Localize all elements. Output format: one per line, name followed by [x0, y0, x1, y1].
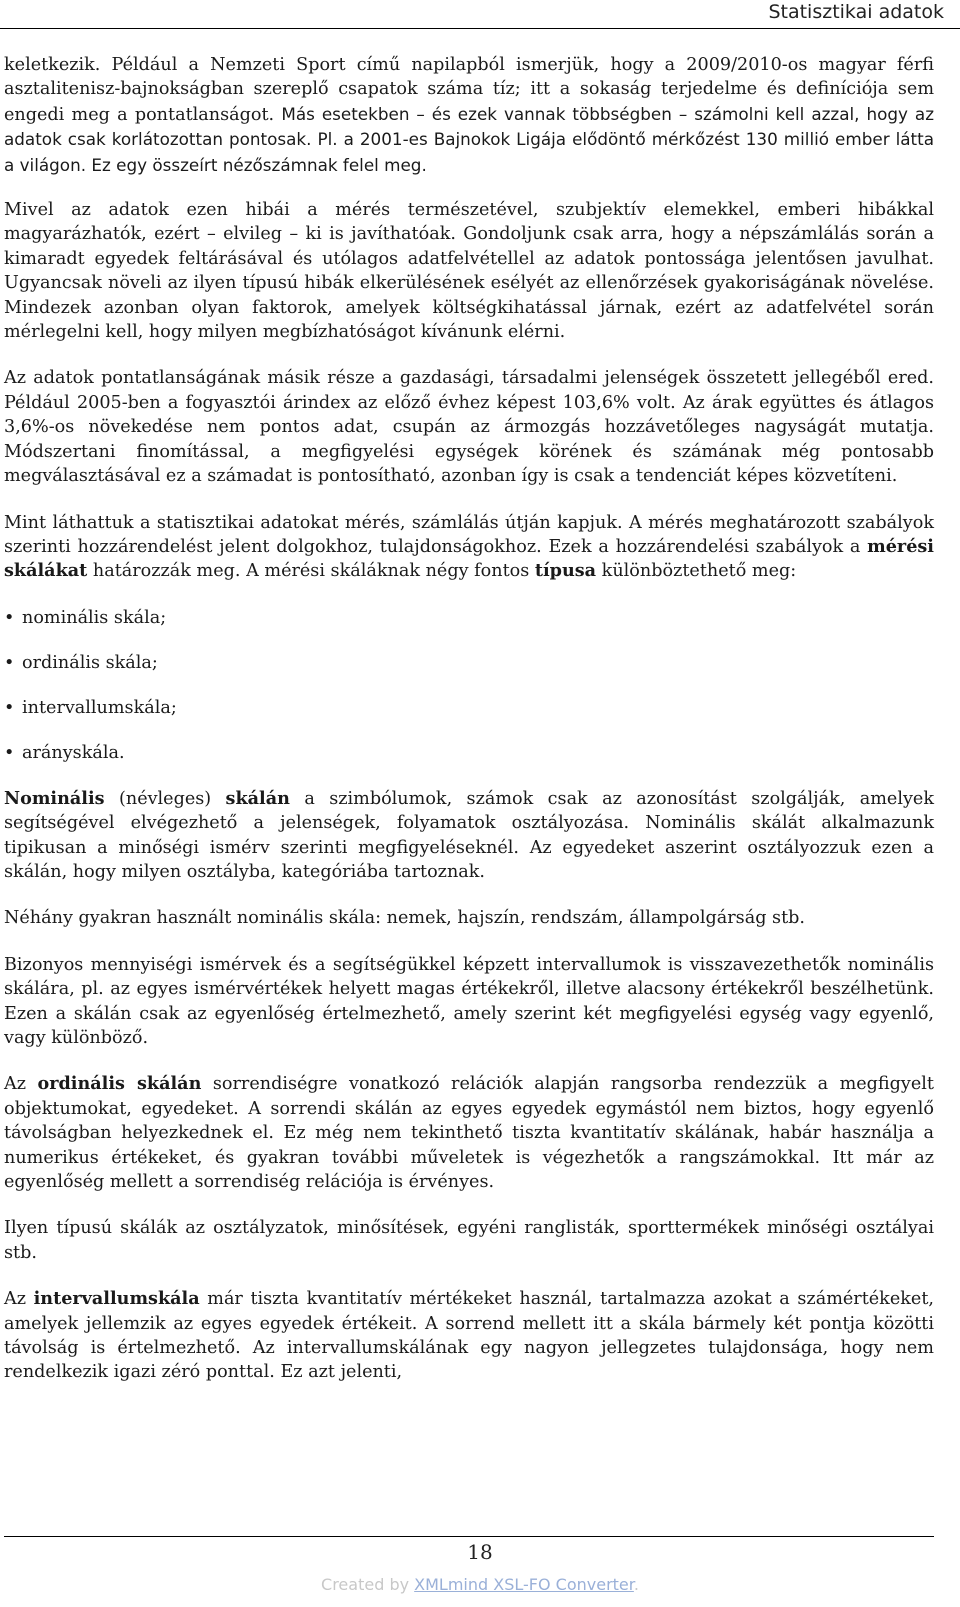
scale-type-list	[4, 606, 934, 765]
list-item: • ordinális skála;	[4, 651, 934, 675]
list-item: • intervallumskála;	[4, 696, 934, 720]
p4-text-e: különböztethető meg:	[596, 561, 797, 582]
page-number: 18	[467, 1540, 493, 1564]
term-nominalis: Nominális	[4, 787, 105, 809]
paragraph-1-text: keletkezik. Például a Nemzeti Sport című napilapból ismerjük, hogy a 2009/2010-os magyar férfi asztalitenisz-bajnokságban szereplő csapatok száma tíz; itt a sokaság terjedelme és definíciója sem engedi meg a pontatlanságot.	[4, 55, 934, 125]
paragraph-1	[4, 53, 934, 178]
paragraph-1-sans-text: Más esetekben – és ezek vannak többségben – számolni kell azzal, hogy az adatok csak korlátozottan pontosak. Pl. a 2001-es Bajnokok Ligája elődöntő mérkőzést 130 millió ember látta a világon. Ez egy összeírt nézőszámnak felel meg.	[4, 103, 935, 175]
paragraph-5	[4, 787, 934, 885]
term-tipusa: típusa	[534, 560, 597, 582]
paragraph-9: Ilyen típusú skálák az osztályzatok, minősítések, egyéni ranglisták, sporttermékek minőségi osztályai stb.	[4, 1218, 934, 1263]
converter-credit	[0, 1575, 960, 1594]
list-item: • arányskála.	[4, 741, 934, 765]
paragraph-7: Bizonyos mennyiségi ismérvek és a segítségükkel képzett intervallumok is visszavezethetők nominális skálára, pl. az egyes ismérvértékek helyett magas értékekről, illetve alacsony értékekről beszélhetünk. Ezen a skálán csak az egyenlőség értelmezhető, amely szerint két megfigyelési egység vagy egyenlő, vagy különböző.	[4, 954, 934, 1048]
p4-text-a: Mint láthattuk a statisztikai adatokat mérés, számlálás útján kapjuk. A mérés meghatározott szabályok szerinti hozzárendelést jelent dolgokhoz, tulajdonságokhoz. Ezek a hozzárendelési szabályok a	[4, 512, 934, 557]
converter-credit-link[interactable]: XMLmind XSL-FO Converter	[414, 1575, 634, 1594]
page-content	[4, 53, 934, 1407]
credit-suffix: .	[633, 1575, 639, 1594]
p10-text-c: már tiszta kvantitatív mértékeket használ, tartalmazza azokat a számértékeket, amelyek jellemzik az egyes egyedek értékeit. A sorrend mellett itt a skála bármely két pontja közötti távolság is értelmezhető. Az intervallumskálának egy nagyon jellegzetes tulajdonsága, hogy nem rendelkezik igazi zéró ponttal. Ez azt jelenti,	[4, 1289, 934, 1383]
list-item: • nominális skála;	[4, 606, 934, 630]
p8-text-a: Az	[4, 1074, 38, 1095]
footer-divider	[4, 1536, 934, 1537]
term-ordinalis-skalan: ordinális skálán	[37, 1073, 202, 1095]
paragraph-2: Mivel az adatok ezen hibái a mérés természetével, szubjektív elemekkel, emberi hibákkal magyarázhatók, ezért – elvileg – ki is javíthatóak. Gondoljunk csak arra, hogy a népszámlálás során a kimaradt egyedek feltárásával és utólagos adatfelvétellel az adatok pontossága jelentősen javulhat. Ugyancsak növeli az ilyen típusú hibák elkerülésének esélyét az ellenőrzések gyakoriságának növelése. Mindezek azonban olyan faktorok, amelyek költségkihatással járnak, ezért az adatfelvétel során mérlegelni kell, hogy milyen megbízhatóságot kívánunk elérni.	[4, 200, 934, 343]
p5-text-d: a szimbólumok, számok csak az azonosítást szolgálják, amelyek segítségével elvégezhető a jelenségek, folyamatok osztályozása. Nominális skálát alkalmazunk tipikusan a minőségi ismérv szerinti megfigyeléseknél. Az egyedeket aszerint osztályozzuk ezen a skálán, hogy milyen osztályba, kategóriába tartoznak.	[4, 788, 934, 882]
p10-text-a: Az	[4, 1289, 34, 1310]
p4-text-c: határozzák meg. A mérési skáláknak négy fontos	[87, 561, 535, 582]
paragraph-3: Az adatok pontatlanságának másik része a gazdasági, társadalmi jelenségek összetett jellegéből ered. Például 2005-ben a fogyasztói árindex az előző évhez képest 103,6% volt. Az árak együttes és átlagos 3,6%-os növekedése nem pontos adat, csupán az ármozgás hozzávetőleges nagyságát mutatja. Módszertani finomítással, a megfigyelési egységek körének és számának még pontosabb megválasztásával ez a számadat is pontosítható, azonban így is csak a tendenciát képes közvetíteni.	[4, 368, 934, 487]
term-meresi-skalakat: mérési skálákat	[4, 535, 934, 582]
paragraph-6: Néhány gyakran használt nominális skála: nemek, hajszín, rendszám, állampolgárság stb.	[4, 908, 805, 929]
paragraph-8	[4, 1072, 934, 1194]
term-intervallumskala: intervallumskála	[33, 1288, 200, 1310]
paragraph-10	[4, 1287, 934, 1385]
page-header	[0, 0, 960, 29]
credit-prefix: Created by	[321, 1575, 415, 1594]
p5-text-b: (névleges)	[104, 788, 226, 809]
running-header-title: Statisztikai adatok	[768, 1, 944, 23]
term-skalan: skálán	[225, 787, 290, 809]
paragraph-4	[4, 511, 934, 584]
p8-text-c: sorrendiségre vonatkozó relációk alapján rangsorba rendezzük a megfigyelt objektumokat, egyedeket. A sorrendi skálán az egyes egyedek egymástól nem biztos, hogy egyenlő távolságban helyezkednek el. Ez még nem tekinthető tiszta kvantitatív skálának, habár használja a numerikus értékeket, és gyakran további műveletek is végezhetők a rangszámokkal. Itt már az egyenlőség mellett a sorrendiség relációja is érvényes.	[4, 1074, 934, 1192]
